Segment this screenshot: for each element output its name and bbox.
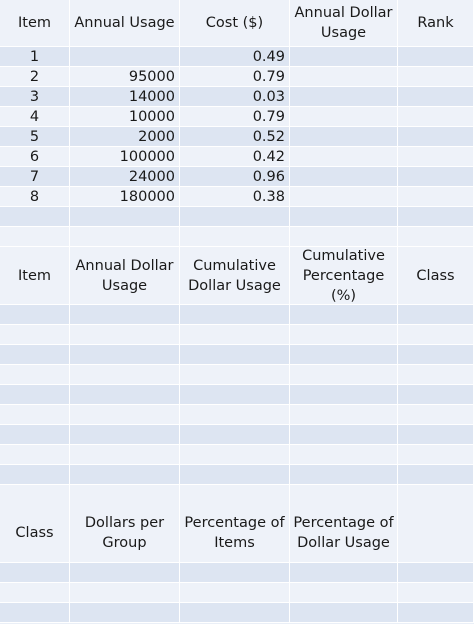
table-cell[interactable] [0, 345, 70, 365]
table-cell[interactable] [70, 445, 180, 465]
table-cell[interactable] [70, 485, 180, 505]
table-cell[interactable]: 0.96 [180, 167, 290, 187]
table-cell[interactable]: 1 [0, 47, 70, 67]
table-cell[interactable] [398, 345, 474, 365]
table-cell[interactable] [70, 325, 180, 345]
table-cell[interactable] [290, 47, 398, 67]
table-cell[interactable] [180, 207, 290, 227]
table-cell[interactable] [0, 227, 70, 247]
table-cell[interactable]: 95000 [70, 67, 180, 87]
table-cell[interactable] [0, 405, 70, 425]
table-cell[interactable] [0, 603, 70, 623]
table-cell[interactable] [398, 107, 474, 127]
class-summary-table [0, 503, 474, 623]
table-cell[interactable] [398, 47, 474, 67]
table-cell[interactable] [180, 465, 290, 485]
table-cell[interactable]: 8 [0, 187, 70, 207]
table-cell[interactable] [0, 485, 70, 505]
table-cell[interactable] [70, 227, 180, 247]
table-cell[interactable] [398, 305, 474, 325]
table-cell[interactable] [290, 227, 398, 247]
table-cell[interactable] [70, 365, 180, 385]
table-cell[interactable] [0, 563, 70, 583]
table-cell[interactable] [290, 583, 398, 603]
table-cell[interactable] [398, 147, 474, 167]
table-cell[interactable] [398, 385, 474, 405]
table-cell[interactable] [70, 603, 180, 623]
table-cell[interactable] [70, 345, 180, 365]
table-cell[interactable] [0, 325, 70, 345]
table-cell[interactable] [290, 67, 398, 87]
table-cell[interactable] [70, 583, 180, 603]
table-cell[interactable]: 180000 [70, 187, 180, 207]
table-cell[interactable] [398, 207, 474, 227]
table-cell[interactable] [180, 325, 290, 345]
table-cell[interactable]: 4 [0, 107, 70, 127]
table-cell[interactable] [398, 325, 474, 345]
table-cell[interactable]: 14000 [70, 87, 180, 107]
table-cell[interactable]: 5 [0, 127, 70, 147]
table-cell[interactable]: 0.52 [180, 127, 290, 147]
table-cell[interactable] [180, 365, 290, 385]
table-cell[interactable]: 7 [0, 167, 70, 187]
table-cell[interactable]: 0.03 [180, 87, 290, 107]
table-cell[interactable]: 3 [0, 87, 70, 107]
table-cell[interactable] [290, 187, 398, 207]
table-cell[interactable] [398, 87, 474, 107]
column-header[interactable]: Class [398, 247, 474, 305]
table-cell[interactable] [398, 445, 474, 465]
table-cell[interactable] [290, 207, 398, 227]
column-header[interactable]: Percentage of Items [180, 503, 290, 563]
table-cell[interactable] [398, 563, 474, 583]
table-cell[interactable] [290, 405, 398, 425]
table-cell[interactable] [398, 603, 474, 623]
column-header[interactable]: Annual Dollar Usage [290, 0, 398, 47]
column-header[interactable]: Cumulative Percentage (%) [290, 247, 398, 305]
table-cell[interactable] [0, 445, 70, 465]
table-cell[interactable]: 2 [0, 67, 70, 87]
item-cost-table [0, 0, 474, 247]
table-cell[interactable] [70, 425, 180, 445]
table-cell[interactable] [70, 47, 180, 67]
table-cell[interactable] [0, 583, 70, 603]
table-cell[interactable] [180, 385, 290, 405]
table-cell[interactable] [70, 385, 180, 405]
column-header[interactable]: Item [0, 247, 70, 305]
column-header[interactable]: Item [0, 0, 70, 47]
table-cell[interactable] [398, 583, 474, 603]
table-cell[interactable]: 24000 [70, 167, 180, 187]
table-cell[interactable] [398, 167, 474, 187]
table-cell[interactable]: 10000 [70, 107, 180, 127]
table-cell[interactable] [398, 127, 474, 147]
column-header[interactable]: Class [0, 503, 70, 563]
column-header[interactable]: Cumulative Dollar Usage [180, 247, 290, 305]
table-cell[interactable] [290, 445, 398, 465]
table-cell[interactable]: 2000 [70, 127, 180, 147]
table-cell[interactable] [180, 603, 290, 623]
table-cell[interactable] [290, 305, 398, 325]
column-header[interactable]: Annual Usage [70, 0, 180, 47]
table-cell[interactable] [180, 485, 290, 505]
table-cell[interactable] [180, 583, 290, 603]
cumulative-usage-table [0, 247, 474, 505]
table-cell[interactable] [290, 465, 398, 485]
column-header[interactable]: Cost ($) [180, 0, 290, 47]
table-cell[interactable] [290, 425, 398, 445]
column-header[interactable]: Rank [398, 0, 474, 47]
table-cell[interactable] [290, 87, 398, 107]
table-cell[interactable]: 0.42 [180, 147, 290, 167]
table-cell[interactable] [0, 207, 70, 227]
table-cell[interactable] [398, 187, 474, 207]
column-header[interactable]: Annual Dollar Usage [70, 247, 180, 305]
column-header[interactable] [398, 503, 474, 563]
table-cell[interactable]: 100000 [70, 147, 180, 167]
table-cell[interactable]: 6 [0, 147, 70, 167]
table-cell[interactable]: 0.49 [180, 47, 290, 67]
table-cell[interactable] [290, 345, 398, 365]
table-cell[interactable] [290, 107, 398, 127]
table-cell[interactable] [290, 385, 398, 405]
table-cell[interactable] [398, 425, 474, 445]
table-cell[interactable] [290, 127, 398, 147]
table-cell[interactable] [180, 405, 290, 425]
table-cell[interactable] [290, 365, 398, 385]
table-cell[interactable] [398, 485, 474, 505]
table-cell[interactable] [398, 465, 474, 485]
table-cell[interactable] [0, 305, 70, 325]
table-cell[interactable] [180, 305, 290, 325]
table-cell[interactable]: 0.79 [180, 107, 290, 127]
table-cell[interactable] [0, 365, 70, 385]
table-cell[interactable] [290, 563, 398, 583]
table-cell[interactable] [70, 563, 180, 583]
table-cell[interactable] [398, 405, 474, 425]
table-cell[interactable] [180, 563, 290, 583]
table-cell[interactable] [290, 603, 398, 623]
table-cell[interactable] [0, 385, 70, 405]
table-cell[interactable] [70, 405, 180, 425]
table-cell[interactable] [180, 345, 290, 365]
table-cell[interactable] [70, 207, 180, 227]
column-header[interactable]: Dollars per Group [70, 503, 180, 563]
table-cell[interactable] [398, 227, 474, 247]
table-cell[interactable] [290, 485, 398, 505]
table-cell[interactable] [290, 167, 398, 187]
table-cell[interactable] [180, 445, 290, 465]
table-cell[interactable] [398, 365, 474, 385]
table-cell[interactable] [70, 465, 180, 485]
table-cell[interactable] [180, 425, 290, 445]
table-cell[interactable] [0, 425, 70, 445]
column-header[interactable]: Percentage of Dollar Usage [290, 503, 398, 563]
table-cell[interactable] [398, 67, 474, 87]
table-cell[interactable]: 0.79 [180, 67, 290, 87]
table-cell[interactable] [70, 305, 180, 325]
table-cell[interactable]: 0.38 [180, 187, 290, 207]
table-cell[interactable] [290, 147, 398, 167]
table-cell[interactable] [0, 465, 70, 485]
table-cell[interactable] [290, 325, 398, 345]
table-cell[interactable] [180, 227, 290, 247]
